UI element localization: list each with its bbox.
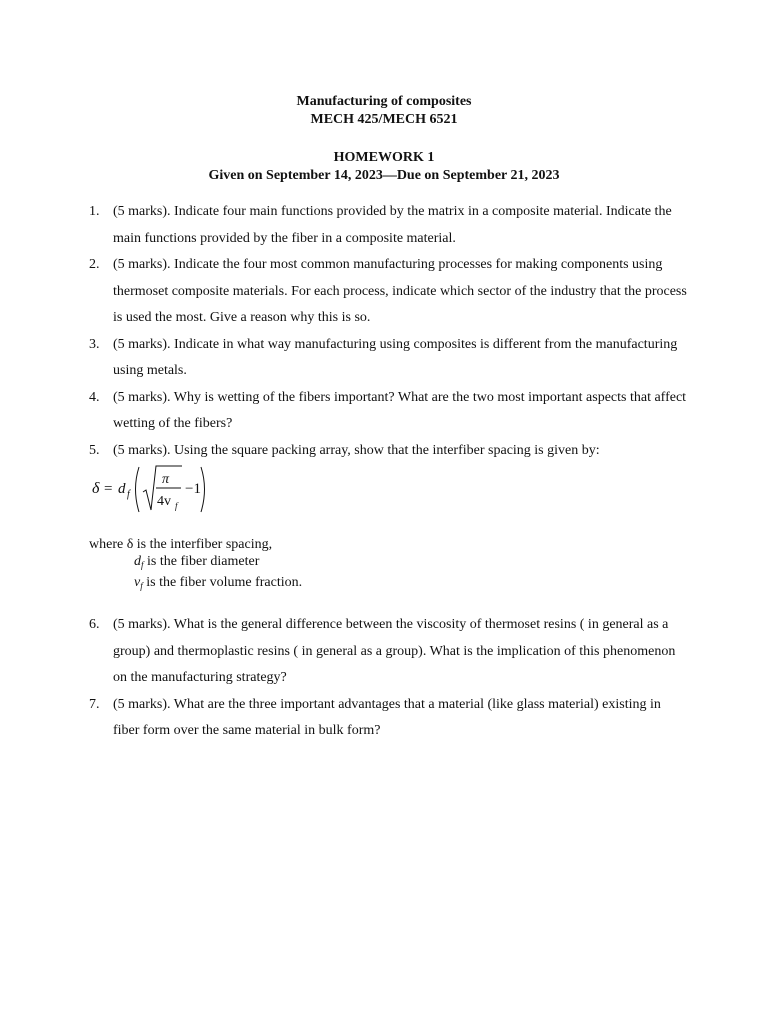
question-item [89,332,689,385]
question-text: (5 marks). Indicate four main functions provided by the matrix in a composite material. Indicate the main functions provided by the fiber in a composite material. [113,204,672,246]
question-number: 3. [89,336,100,352]
left-paren [136,467,140,512]
question-text: (5 marks). Using the square packing array, show that the interfiber spacing is given by: [113,442,600,458]
formula-d: d [118,481,126,497]
d-subscript: f [141,560,144,570]
diameter-definition [89,553,302,574]
question-item [89,692,689,745]
question-text: (5 marks). Indicate the four most common manufacturing processes for making components using thermoset composite materials. For each process, indicate which sector of the industry that the process is used the most. Give a reason why this is so. [113,257,687,325]
question-text: (5 marks). What is the general difference between the viscosity of thermoset resins ( in general as a group) and thermoplastic resins ( in general as a group). What is the implication of this phenomenon on the manufacturing strategy? [113,617,676,685]
question-number: 2. [89,257,100,272]
question-number: 4. [89,389,100,405]
formula-delta: δ [92,480,100,497]
question-item [89,199,689,252]
homework-dates: Given on September 14, 2023—Due on September 21, 2023 [208,168,560,183]
right-paren [201,467,205,512]
question-item [89,385,689,438]
homework-title: HOMEWORK 1 [333,150,435,165]
volume-fraction-definition [89,574,302,595]
course-code: MECH 425/MECH 6521 [310,112,458,127]
question-number: 7. [89,696,100,712]
question-item [89,252,689,332]
question-text: (5 marks). Why is wetting of the fibers important? What are the two most important aspects that affect wetting of the fibers? [113,389,687,431]
formula-minus-one: −1 [185,481,201,497]
question-text: (5 marks). What are the three important advantages that a material (like glass material) existing in fiber form over the same material in bulk form? [113,696,661,738]
v-subscript: f [140,581,143,591]
question-item [89,438,689,465]
question-number: 6. [89,617,100,632]
interfiber-spacing-formula [90,462,220,518]
where-line: where δ is the interfiber spacing, [89,537,273,552]
course-header [0,93,768,129]
d-symbol: d [134,554,141,569]
course-title: Manufacturing of composites [296,94,472,109]
question-list-part-1 [89,199,689,464]
question-text: (5 marks). Indicate in what way manufacturing using composites is different from the manufacturing using metals. [113,336,678,378]
question-item [89,612,689,692]
variable-definitions [89,536,302,595]
formula-graphic [90,462,220,518]
question-number: 1. [89,204,100,219]
d-description: is the fiber diameter [143,554,260,569]
question-list-part-2 [89,612,689,745]
v-description: is the fiber volume fraction. [142,575,303,590]
formula-pi: π [162,472,170,487]
formula-4v: 4v [157,494,171,509]
question-number: 5. [89,442,100,458]
formula-d-sub: f [127,489,130,500]
v-symbol: v [134,575,141,590]
homework-header [0,149,768,185]
formula-equals: = [104,481,113,497]
formula-v-sub: f [175,501,178,511]
